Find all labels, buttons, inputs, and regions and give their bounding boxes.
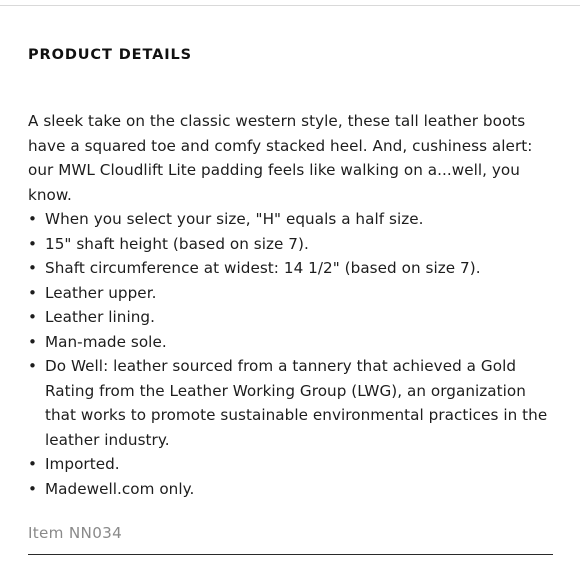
bottom-divider [28,554,553,555]
feature-item-upper [28,281,552,306]
top-divider [0,0,580,6]
bullet-icon: • [28,455,38,473]
feature-text: 15" shaft height (based on size 7). [45,234,309,253]
product-details-section [28,44,552,544]
feature-item-sole [28,330,552,355]
feature-text: Leather upper. [45,283,157,302]
feature-text: Man-made sole. [45,332,167,351]
bullet-icon: • [28,259,38,277]
feature-item-lining [28,305,552,330]
bullet-icon: • [28,283,38,302]
feature-text: Leather lining. [45,308,155,326]
feature-item-exclusive [28,477,552,502]
bullet-icon: • [28,332,38,351]
feature-item-imported [28,452,552,477]
feature-item-do-well [28,354,552,452]
bullet-icon: • [28,234,38,253]
bullet-icon: • [28,210,38,228]
feature-text: Shaft circumference at widest: 14 1/2" (based on size 7). [45,259,481,277]
product-details-heading: PRODUCT DETAILS [28,47,193,63]
bullet-icon: • [28,308,38,326]
product-features-list [28,207,552,501]
feature-text: Imported. [45,455,120,473]
item-number: Item NN034 [28,524,123,542]
bullet-icon: • [28,357,38,375]
feature-item-size-note [28,207,552,232]
product-description: A sleek take on the classic western style, these tall leather boots have a squared toe and comfy stacked heel. And, cushiness alert: our MWL Cloudlift Lite padding feels like walking on a...well, you know. [28,112,533,204]
feature-text: Do Well: leather sourced from a tannery that achieved a Gold Rating from the Leather Working Group (LWG), an organization that works to promote sustainable environmental practices in the leather industry. [45,357,548,449]
bullet-icon: • [28,479,38,498]
feature-item-shaft-circumference [28,256,552,281]
feature-item-shaft-height [28,232,552,257]
feature-text: Madewell.com only. [45,479,195,498]
feature-text: When you select your size, "H" equals a half size. [45,210,424,228]
